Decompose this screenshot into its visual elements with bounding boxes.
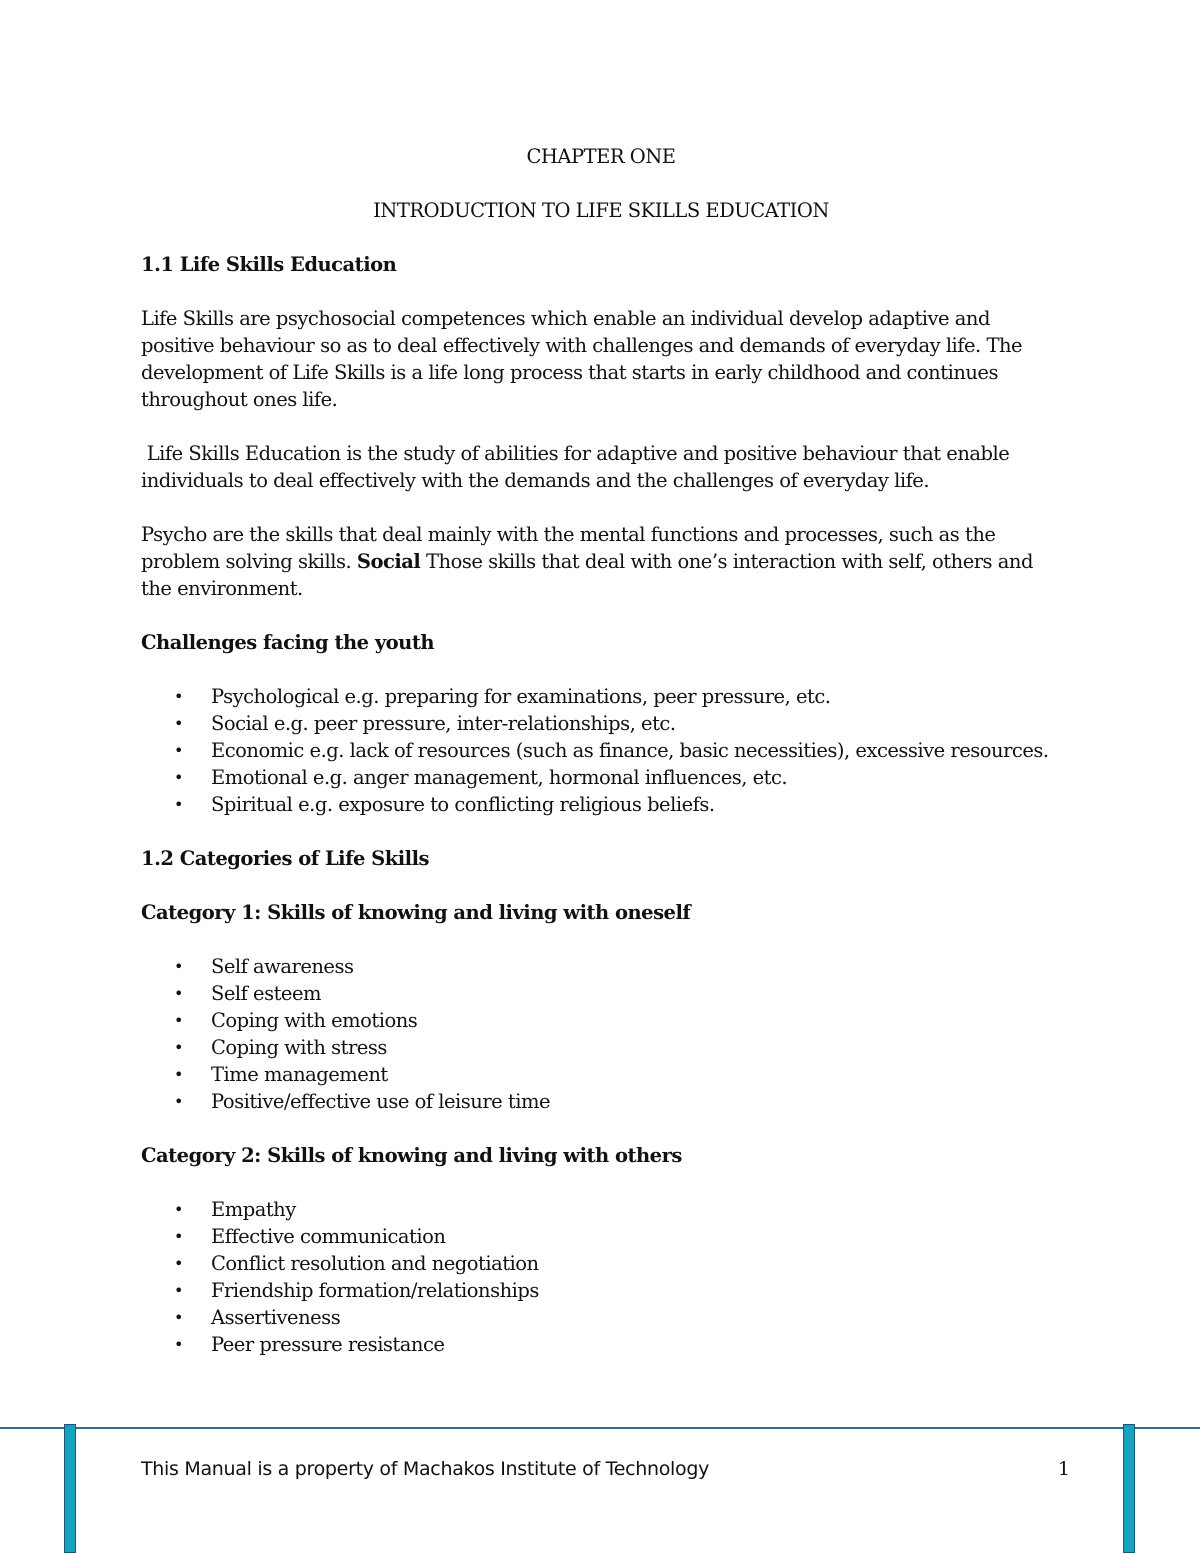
list-item — [141, 764, 1061, 791]
bullet-icon: • — [174, 1308, 183, 1327]
paragraph-life-skills-education: Life Skills Education is the study of abilities for adaptive and positive behaviour that enable individuals to deal effectively with the demands and the challenges of everyday life. — [141, 442, 1015, 492]
bullet-icon: • — [174, 741, 183, 760]
challenges-heading: Challenges facing the youth — [141, 631, 435, 654]
bullet-icon: • — [174, 1335, 183, 1354]
footer-divider — [0, 1427, 1200, 1429]
list-item-text: Self esteem — [211, 982, 322, 1005]
category-1-heading: Category 1: Skills of knowing and living with oneself — [141, 901, 691, 924]
list-item — [141, 1061, 1061, 1088]
footer-text: This Manual is a property of Machakos Institute of Technology — [141, 1458, 710, 1480]
list-item-text: Self awareness — [211, 955, 354, 978]
social-term: Social — [356, 550, 421, 573]
bullet-icon: • — [174, 984, 183, 1003]
list-item-text: Emotional e.g. anger management, hormonal influences, etc. — [211, 766, 788, 789]
chapter-title: INTRODUCTION TO LIFE SKILLS EDUCATION — [373, 199, 829, 222]
list-item-text: Spiritual e.g. exposure to conflicting religious beliefs. — [211, 793, 715, 816]
footer-left-bar — [64, 1424, 76, 1553]
bullet-icon: • — [174, 687, 183, 706]
list-item — [141, 1331, 1061, 1358]
page-number: 1 — [1057, 1458, 1070, 1480]
bullet-icon: • — [174, 795, 183, 814]
bullet-icon: • — [174, 1281, 183, 1300]
bullet-icon: • — [174, 714, 183, 733]
paragraph-psycho-social — [141, 521, 1061, 602]
list-item — [141, 1277, 1061, 1304]
challenges-list — [141, 683, 1061, 818]
list-item — [141, 710, 1061, 737]
list-item-text: Assertiveness — [211, 1306, 341, 1329]
list-item — [141, 1223, 1061, 1250]
social-text: Those skills that deal with one’s interaction with self, others and the environment. — [141, 550, 1033, 600]
bullet-icon: • — [174, 768, 183, 787]
list-item-text: Friendship formation/relationships — [211, 1279, 539, 1302]
list-item — [141, 791, 1061, 818]
list-item — [141, 1250, 1061, 1277]
psycho-text: Psycho are the skills that deal mainly with the mental functions and processes, such as the problem solving skills. — [141, 523, 996, 573]
bullet-icon: • — [174, 1092, 183, 1111]
list-item-text: Coping with stress — [211, 1036, 387, 1059]
bullet-icon: • — [174, 1038, 183, 1057]
bullet-icon: • — [174, 1065, 183, 1084]
section-heading-1-1: 1.1 Life Skills Education — [141, 253, 397, 276]
list-item-text: Empathy — [211, 1198, 296, 1221]
bullet-icon: • — [174, 1227, 183, 1246]
chapter-label: CHAPTER ONE — [526, 145, 676, 168]
bullet-icon: • — [174, 1011, 183, 1030]
list-item — [141, 1088, 1061, 1115]
bullet-icon: • — [174, 1254, 183, 1273]
list-item-text: Positive/effective use of leisure time — [211, 1090, 550, 1113]
list-item — [141, 953, 1061, 980]
bullet-icon: • — [174, 1200, 183, 1219]
list-item-text: Effective communication — [211, 1225, 446, 1248]
list-item — [141, 1304, 1061, 1331]
list-item — [141, 1007, 1061, 1034]
list-item-text: Social e.g. peer pressure, inter-relationships, etc. — [211, 712, 676, 735]
list-item-text: Peer pressure resistance — [211, 1333, 445, 1356]
list-item-text: Coping with emotions — [211, 1009, 418, 1032]
paragraph-life-skills-definition: Life Skills are psychosocial competences which enable an individual develop adaptive and positive behaviour so as to deal effectively with challenges and demands of everyday life. The development of Life Skills is a life long process that starts in early childhood and continues throughout ones life. — [141, 307, 1023, 411]
list-item-text: Psychological e.g. preparing for examinations, peer pressure, etc. — [211, 685, 831, 708]
list-item — [141, 683, 1061, 710]
bullet-icon: • — [174, 957, 183, 976]
document-body — [141, 143, 1061, 1358]
list-item-text: Economic e.g. lack of resources (such as finance, basic necessities), excessive resources. — [211, 739, 1049, 762]
list-item — [141, 980, 1061, 1007]
list-item-text: Time management — [211, 1063, 388, 1086]
category-1-list — [141, 953, 1061, 1115]
category-2-list — [141, 1196, 1061, 1358]
footer-right-bar — [1123, 1424, 1135, 1553]
section-heading-1-2: 1.2 Categories of Life Skills — [141, 847, 429, 870]
category-2-heading: Category 2: Skills of knowing and living with others — [141, 1144, 682, 1167]
list-item — [141, 737, 1061, 764]
list-item-text: Conflict resolution and negotiation — [211, 1252, 539, 1275]
list-item — [141, 1196, 1061, 1223]
list-item — [141, 1034, 1061, 1061]
